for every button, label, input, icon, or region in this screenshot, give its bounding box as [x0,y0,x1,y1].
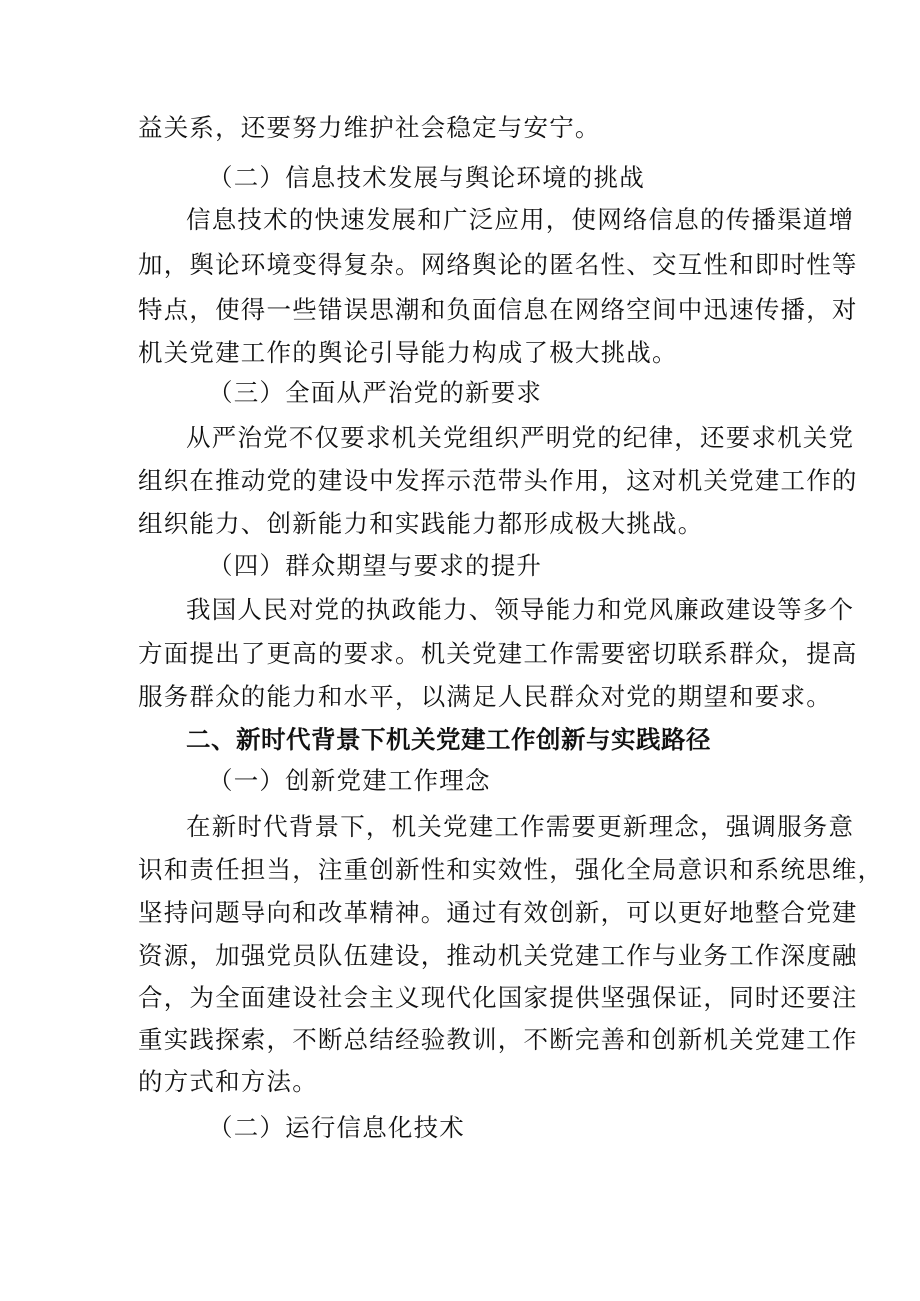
section-heading: （一）创新党建工作理念 [208,766,491,795]
section-heading: （二）信息技术发展与舆论环境的挑战 [208,163,645,192]
paragraph-line: 服务群众的能力和水平，以满足人民群众对党的期望和要求。 [138,682,832,711]
section-heading: （四）群众期望与要求的提升 [208,551,543,580]
paragraph-line: 在新时代背景下，机关党建工作需要更新理念，强调服务意 [186,812,855,841]
paragraph-line: 特点，使得一些错误思潮和负面信息在网络空间中迅速传播，对 [138,295,858,324]
section-heading: （二）运行信息化技术 [208,1113,465,1142]
paragraph-line: 我国人民对党的执政能力、领导能力和党风廉政建设等多个 [186,595,855,624]
paragraph-line: 资源，加强党员队伍建设，推动机关党建工作与业务工作深度融 [138,941,858,970]
section-heading: （三）全面从严治党的新要求 [208,378,543,407]
paragraph-line: 坚持问题导向和改革精神。通过有效创新，可以更好地整合党建 [138,898,858,927]
paragraph-line: 合，为全面建设社会主义现代化国家提供坚强保证，同时还要注 [138,983,858,1012]
paragraph-line: 的方式和方法。 [138,1067,318,1096]
paragraph-line: 组织在推动党的建设中发挥示范带头作用，这对机关党建工作的 [138,466,858,495]
paragraph-line: 加，舆论环境变得复杂。网络舆论的匿名性、交互性和即时性等 [138,250,858,279]
chapter-heading: 二、新时代背景下机关党建工作创新与实践路径 [186,725,711,754]
paragraph-line: 机关党建工作的舆论引导能力构成了极大挑战。 [138,338,678,367]
paragraph-line: 信息技术的快速发展和广泛应用，使网络信息的传播渠道增 [186,205,855,234]
paragraph-line: 识和责任担当，注重创新性和实效性，强化全局意识和系统思维， [138,855,884,884]
paragraph-line: 益关系，还要努力维护社会稳定与安宁。 [138,113,601,142]
paragraph-line: 从严治党不仅要求机关党组织严明党的纪律，还要求机关党 [186,423,855,452]
paragraph-line: 方面提出了更高的要求。机关党建工作需要密切联系群众，提高 [138,639,858,668]
paragraph-line: 重实践探索，不断总结经验教训，不断完善和创新机关党建工作 [138,1025,858,1054]
paragraph-line: 组织能力、创新能力和实践能力都形成极大挑战。 [138,509,704,538]
